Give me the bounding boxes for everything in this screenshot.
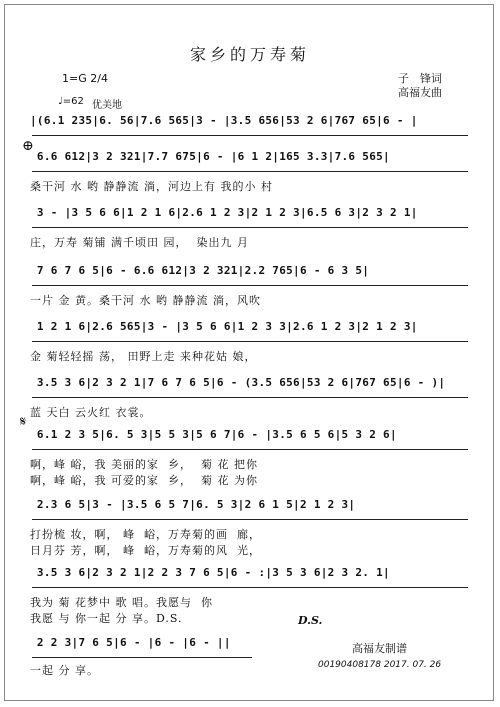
ds-mark: D.S. (298, 614, 323, 627)
lyric-line-3: 庄，万寿 菊铺 满千顷田 园， 染出九 月 (30, 236, 249, 249)
catalog-code: 00190408178 2017. 07. 26 (318, 660, 442, 670)
notation-text: 2 2 3|7 6 5|6 - |6 - |6 - || (30, 636, 231, 649)
notation-line-8 (30, 494, 470, 522)
expression-mark: 优美地 (92, 100, 122, 111)
notation-line-9 (30, 562, 470, 590)
lyric-line-7a: 啊，峰 峪，我 美丽的家 乡， 菊 花 把你 (30, 458, 258, 471)
composer-credit: 高福友曲 (398, 86, 442, 99)
notation-text: 3 - |3 5 6 6|1 2 1 6|2.6 1 2 3|2 1 2 3|6.5 6 3|2 3 2 1| (30, 206, 418, 219)
song-title: 家乡的万寿菊 (189, 45, 310, 64)
notation-text: 6.1 2 3 5|6. 5 3|5 5 3|5 6 7|6 - |3.5 6 5 6|5 3 2 6| (30, 428, 397, 441)
notation-line-7 (30, 424, 470, 452)
notation-line-2 (30, 146, 470, 174)
lyric-line-9b: 我愿 与 你一起 分 享。D.S. (30, 612, 183, 625)
engraver-credit: 高福友制谱 (352, 642, 407, 655)
lyricist-credit: 子 锋词 (398, 72, 442, 85)
lyric-line-10: 一起 分 享。 (30, 664, 99, 677)
notation-line-3 (30, 202, 470, 230)
lyric-line-6: 蓝 天白 云火红 衣裳。 (30, 406, 152, 419)
notation-text: 1 2 1 6|2.6 565|3 - |3 5 6 6|1 2 3 3|2.6 1 2 3|2 1 2 3| (30, 320, 418, 333)
notation-line-1 (30, 110, 470, 138)
lyric-line-7b: 啊，峰 峪，我 可爱的家 乡， 菊 花 为你 (30, 474, 258, 487)
notation-text: 3.5 3 6|2 3 2 1|7 6 7 6 5|6 - (3.5 656|53 2 6|767 65|6 - )| (30, 376, 446, 389)
segno-mark: 𝄋 (20, 414, 27, 430)
notation-line-5 (30, 316, 470, 344)
notation-text: |(6.1 235|6. 56|7.6 565|3 - |3.5 656|53 2 6|767 65|6 - | (30, 114, 418, 127)
lyric-line-9a: 我为 菊 花梦中 歌 唱。我愿与 你 (30, 596, 213, 609)
lyric-line-8a: 打扮梳 妆，啊， 峰 峪，万寿菊的画 廊， (30, 528, 261, 541)
tempo-mark: ♩=62 (58, 96, 84, 107)
notation-text: 7 6 7 6 5|6 - 6.6 612|3 2 321|2.2 765|6 - 6 3 5| (30, 264, 370, 277)
lyric-line-8b: 日月芬 芳，啊， 峰 峪，万寿菊的风 光， (30, 544, 261, 557)
notation-text: 6.6 612|3 2 321|7.7 675|6 - |6 1 2|165 3.3|7.6 565| (30, 150, 390, 163)
key-signature: 1=G 2/4 (62, 72, 108, 85)
lyric-line-2: 桑干河 水 哟 静静流 淌，河边上有 我的小 村 (30, 180, 273, 193)
notation-line-6 (30, 372, 470, 400)
lyric-line-4: 一片 金 黄。桑干河 水 哟 静静流 淌，风吹 (30, 294, 261, 307)
coda-mark: ⊕ (22, 138, 34, 154)
lyric-line-5: 金 菊轻轻摇 荡， 田野上走 来种花姑 娘， (30, 350, 257, 363)
notation-text: 2.3 6 5|3 - |3.5 6 5 7|6. 5 3|2 6 1 5|2 1 2 3| (30, 498, 356, 511)
notation-text: 3.5 3 6|2 3 2 1|2 2 3 7 6 5|6 - :|3 5 3 6|2 3 2. 1| (30, 566, 390, 579)
notation-line-4 (30, 260, 470, 288)
